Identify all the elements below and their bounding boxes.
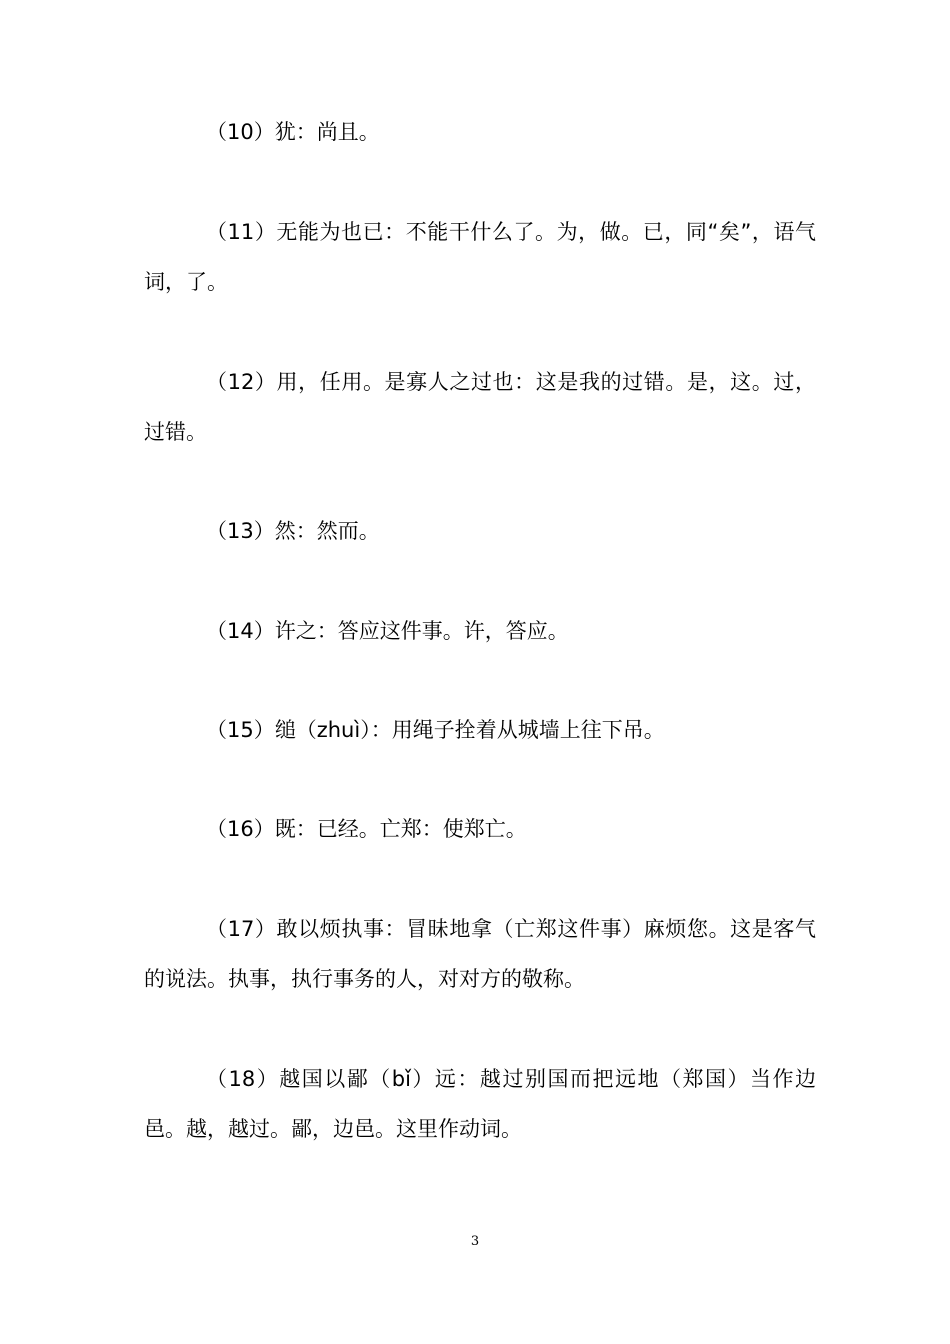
note-10: （10）犹：尚且。 — [206, 120, 380, 144]
note-18: （18）越国以鄙（bǐ）远：越过别国而把远地（郑国）当作边邑。越，越过。鄙，边邑。这里作动词。 — [144, 1067, 816, 1141]
note-12: （12）用，任用。是寡人之过也：这是我的过错。是，这。过，过错。 — [144, 370, 816, 444]
note-14: （14）许之：答应这件事。许，答应。 — [206, 619, 569, 643]
page-number: 3 — [470, 1234, 480, 1249]
note-16: （16）既：已经。亡郑：使郑亡。 — [206, 817, 527, 841]
note-17: （17）敢以烦执事：冒昧地拿（亡郑这件事）麻烦您。这是客气的说法。执事，执行事务的人，对对方的敬称。 — [144, 917, 816, 991]
note-15: （15）缒（zhuì）：用绳子拴着从城墙上往下吊。 — [206, 718, 665, 742]
note-13: （13）然：然而。 — [206, 519, 380, 543]
note-11: （11）无能为也已：不能干什么了。为，做。已，同“矣”，语气词，了。 — [144, 220, 816, 294]
